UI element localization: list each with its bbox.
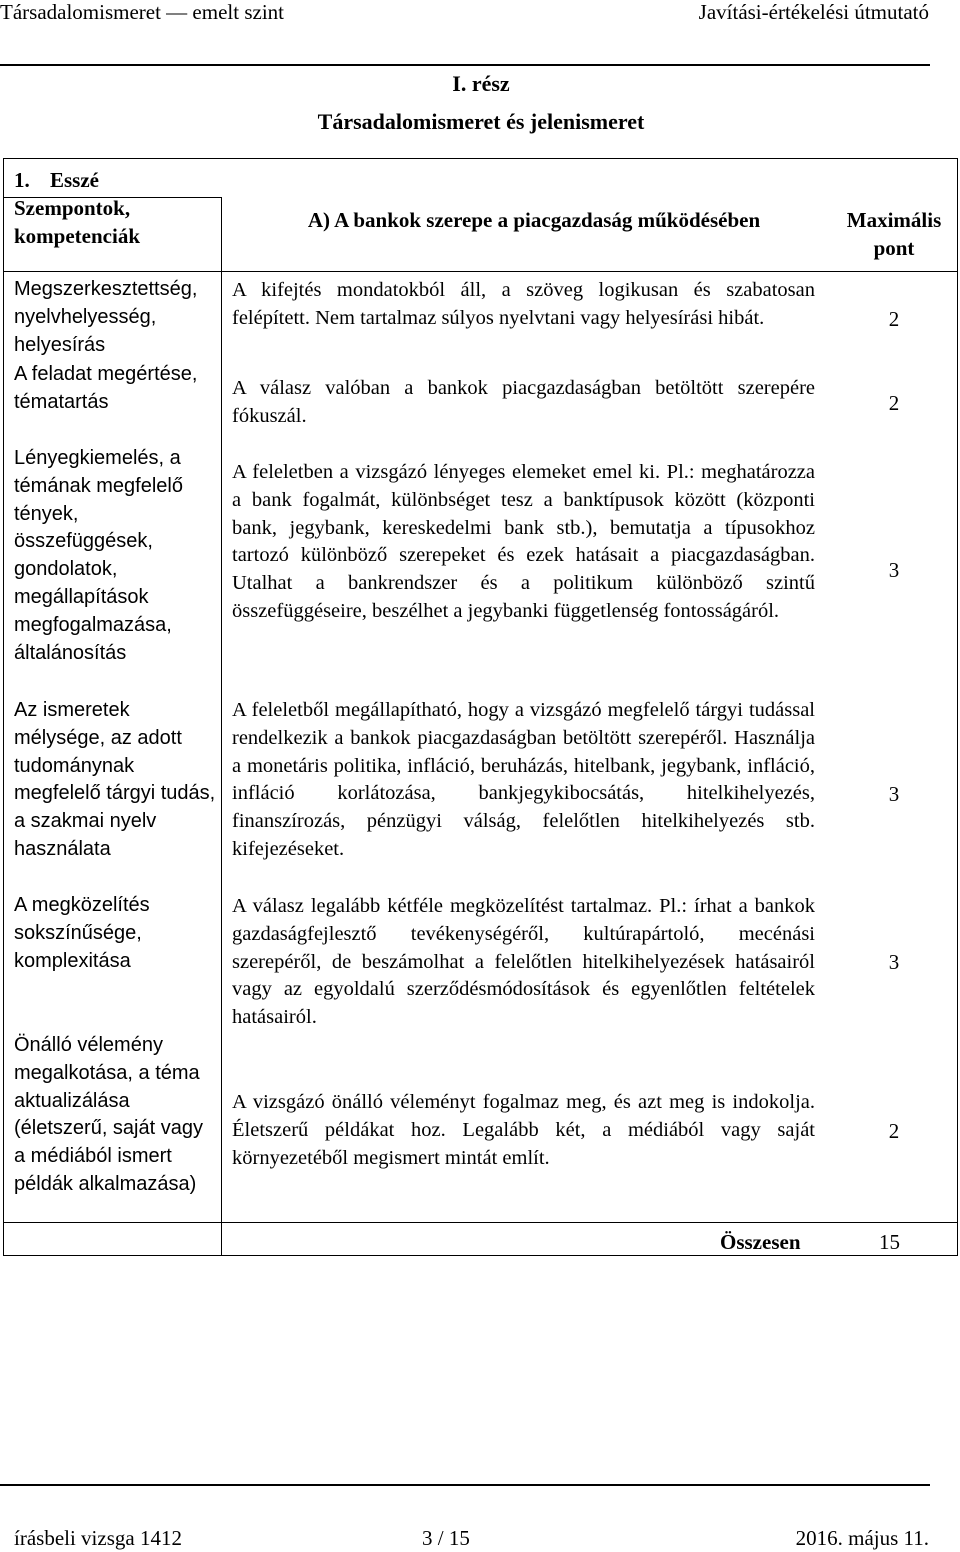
criterion-cell: Önálló vélemény megalkotása, a téma aktualizálása (életszerű, saját vagy a médiából ismert példák alkalmazása) bbox=[14, 1034, 203, 1195]
points-cell: 2 bbox=[888, 1119, 900, 1143]
running-footer bbox=[0, 1526, 960, 1552]
description-cell: A válasz legalább kétféle megközelítést tartalmaz. Pl.: írhat a bankok gazdaságfejlesztő tevékenységéről, kultúrapártoló, mecénási szerepéről, de beszámolhat a felelőtlen hitelkihelyezések hatásairól vagy az egyoldalú szerződésmódosítások és egyenlőtlen feltételek hatásairól. bbox=[232, 895, 815, 1029]
criterion-cell: Az ismeretek mélysége, az adott tudománynak megfelelő tárgyi tudás, a szakmai nyelv használata bbox=[14, 699, 216, 860]
part-subtitle: Társadalomismeret és jelenismeret bbox=[317, 109, 645, 134]
header-divider bbox=[0, 64, 930, 66]
criterion-cell: A feladat megértése, tématartás bbox=[14, 363, 198, 413]
criterion-cell: Lényegkiemelés, a témának megfelelő tények, összefüggések, gondolatok, megállapítások megfogalmazása, általánosítás bbox=[14, 447, 183, 664]
points-cell: 3 bbox=[888, 782, 900, 806]
table-column-divider bbox=[221, 197, 222, 1255]
description-cell: A feleletből megállapítható, hogy a vizsgázó megfelelő tárgyi tudással rendelkezik a bankok piacgazdaságban betöltött szerepéről. Használja a monetáris politika, infláció, beruházás, hitelbank, jegybank, infláció, infláció korlátozása, bankjegykibocsátás, hitelkihelyezés, finanszírozás, pénzügyi válság, felelőtlen hitelkihelyezés stb. kifejezéseket. bbox=[232, 699, 815, 860]
footer-divider bbox=[0, 1484, 930, 1486]
points-cell: 3 bbox=[888, 950, 900, 974]
task-heading bbox=[14, 166, 99, 194]
running-header bbox=[0, 0, 960, 30]
task-name: Esszé bbox=[50, 168, 99, 192]
description-cell: A kifejtés mondatokból áll, a szöveg logikusan és szabatosan felépített. Nem tartalmaz súlyos nyelvtani vagy helyesírási hibát. bbox=[232, 279, 815, 329]
header-document-type: Javítási-értékelési útmutató bbox=[698, 0, 929, 24]
criteria-column-header: Szempontok, kompetenciák bbox=[14, 196, 140, 248]
table-row-divider bbox=[4, 271, 957, 272]
points-cell: 2 bbox=[888, 307, 900, 331]
points-cell: 2 bbox=[888, 391, 900, 415]
header-subject: Társadalomismeret — emelt szint bbox=[0, 0, 284, 24]
description-cell: A válasz valóban a bankok piacgazdaságban betöltött szerepére fókuszál. bbox=[232, 377, 815, 427]
footer-exam-code: írásbeli vizsga 1412 bbox=[14, 1526, 182, 1550]
total-label: Összesen bbox=[720, 1230, 801, 1254]
points-cell: 3 bbox=[888, 558, 900, 582]
total-value: 15 bbox=[879, 1230, 900, 1254]
description-cell: A vizsgázó önálló véleményt fogalmaz meg, és azt meg is indokolja. Életszerű példákat hoz. Legalább két, a médiából vagy saját környezetéből megismert mintát említ. bbox=[232, 1091, 815, 1169]
page-number: 3 / 15 bbox=[422, 1526, 470, 1550]
part-title: I. rész bbox=[452, 71, 510, 96]
criterion-cell: Megszerkesztettség, nyelvhelyesség, helyesírás bbox=[14, 278, 198, 356]
task-number: 1. bbox=[14, 168, 30, 192]
points-column-header: Maximális pont bbox=[846, 208, 942, 260]
description-cell: A feleletben a vizsgázó lényeges elemeket emel ki. Pl.: meghatározza a bank fogalmát, különbséget tesz a banktípusok között (központi bank, jegybank, kereskedelmi bank stb.), bemutatja a típusokhoz tartozó különböző szerepeket és ezek hatásait a piacgazdaságban. Utalhat a bankrendszer és a politikum különböző szintű összefüggéseire, beszélhet a jegybanki függetlenség fontosságáról. bbox=[232, 461, 815, 622]
table-row-divider bbox=[4, 1222, 957, 1223]
criterion-cell: A megközelítés sokszínűsége, komplexitása bbox=[14, 894, 150, 972]
topic-column-header: A) A bankok szerepe a piacgazdaság működésében bbox=[307, 208, 761, 232]
footer-date: 2016. május 11. bbox=[795, 1526, 929, 1550]
